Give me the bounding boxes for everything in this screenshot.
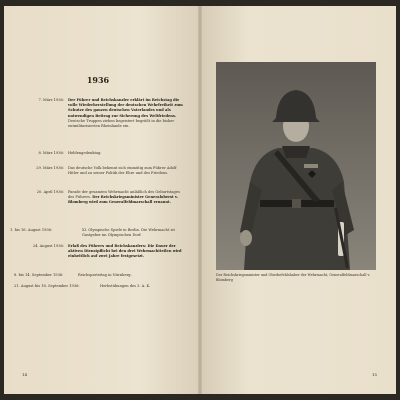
entry-plain-text: Herbstübungen des 3. A. K. bbox=[100, 284, 151, 288]
page-number-right: 15 bbox=[372, 372, 378, 377]
entry-bold-text: Erlaß des Führers und Reichskanzlers: Die Dauer der aktiven Dienstpflicht bei den drei Wehrmachtteilen wird einheitlich auf zwei Jahre festgesetzt. bbox=[68, 244, 182, 259]
year-heading: 1936 bbox=[86, 75, 110, 85]
entry-plain-text: Das deutsche Volk bekennt sich einmütig zum Führer Adolf Hitler und zu seiner Politik der Ehre und des Friedens. bbox=[68, 166, 177, 176]
entry-plain-text: Deutsche Truppen ziehen begeistert begrüßt in die bisher entmilitarisierten Rheinlande ein. bbox=[68, 118, 175, 129]
entry-date: 29. März 1936: bbox=[36, 166, 64, 170]
entry-date: 7. März 1936: bbox=[38, 98, 64, 102]
entry-plain-text: Reichsparteitag in Nürnberg. bbox=[78, 273, 132, 277]
entry-bold-text: Der Reichskriegsminister Generaloberst v. Blomberg wird zum Generalfeldmarschall ernannt. bbox=[68, 195, 178, 205]
page-number-left: 14 bbox=[22, 372, 28, 377]
photo-caption: Der Reichskriegsminister und Oberbefehlshaber der Wehrmacht, Generalfeldmarschall v. Blomberg bbox=[216, 273, 371, 282]
entry-plain-text: Parade der gesamten Wehrmacht anläßlich des Geburtstages des Führers. bbox=[68, 190, 180, 200]
entry-bold-text: Der Führer und Reichskanzler erklärt im Reichstag die volle Wiederherstellung der deutschen Wehrfreiheit zum Schutze des ganzen deutschen Vaterlandes und als notwendigen Beitrag zur Sicherung des Weltfriedens. bbox=[68, 98, 183, 118]
entry-plain-text: XI. Olympische Spiele in Berlin. Die Wehrmacht ist Gastgeber im Olympischen Dorf. bbox=[82, 228, 175, 238]
entry-date: 1. bis 16. August 1936: bbox=[10, 228, 53, 232]
officer-portrait-image bbox=[216, 62, 376, 270]
entry-text bbox=[68, 98, 186, 129]
entry-plain-text: Heldengedenktag. bbox=[68, 151, 102, 155]
entry-date: 8. bis 14. September 1936: bbox=[14, 273, 64, 277]
portrait-photograph bbox=[216, 62, 376, 270]
entry-date: 24. August 1936: bbox=[32, 244, 64, 248]
book-gutter bbox=[198, 6, 202, 394]
entry-date: 21. August bis 18. September 1936: bbox=[14, 284, 80, 288]
entry-text bbox=[68, 190, 186, 206]
entry-date: 8. März 1936: bbox=[38, 151, 64, 155]
entry-date: 20. April 1936: bbox=[36, 190, 64, 194]
